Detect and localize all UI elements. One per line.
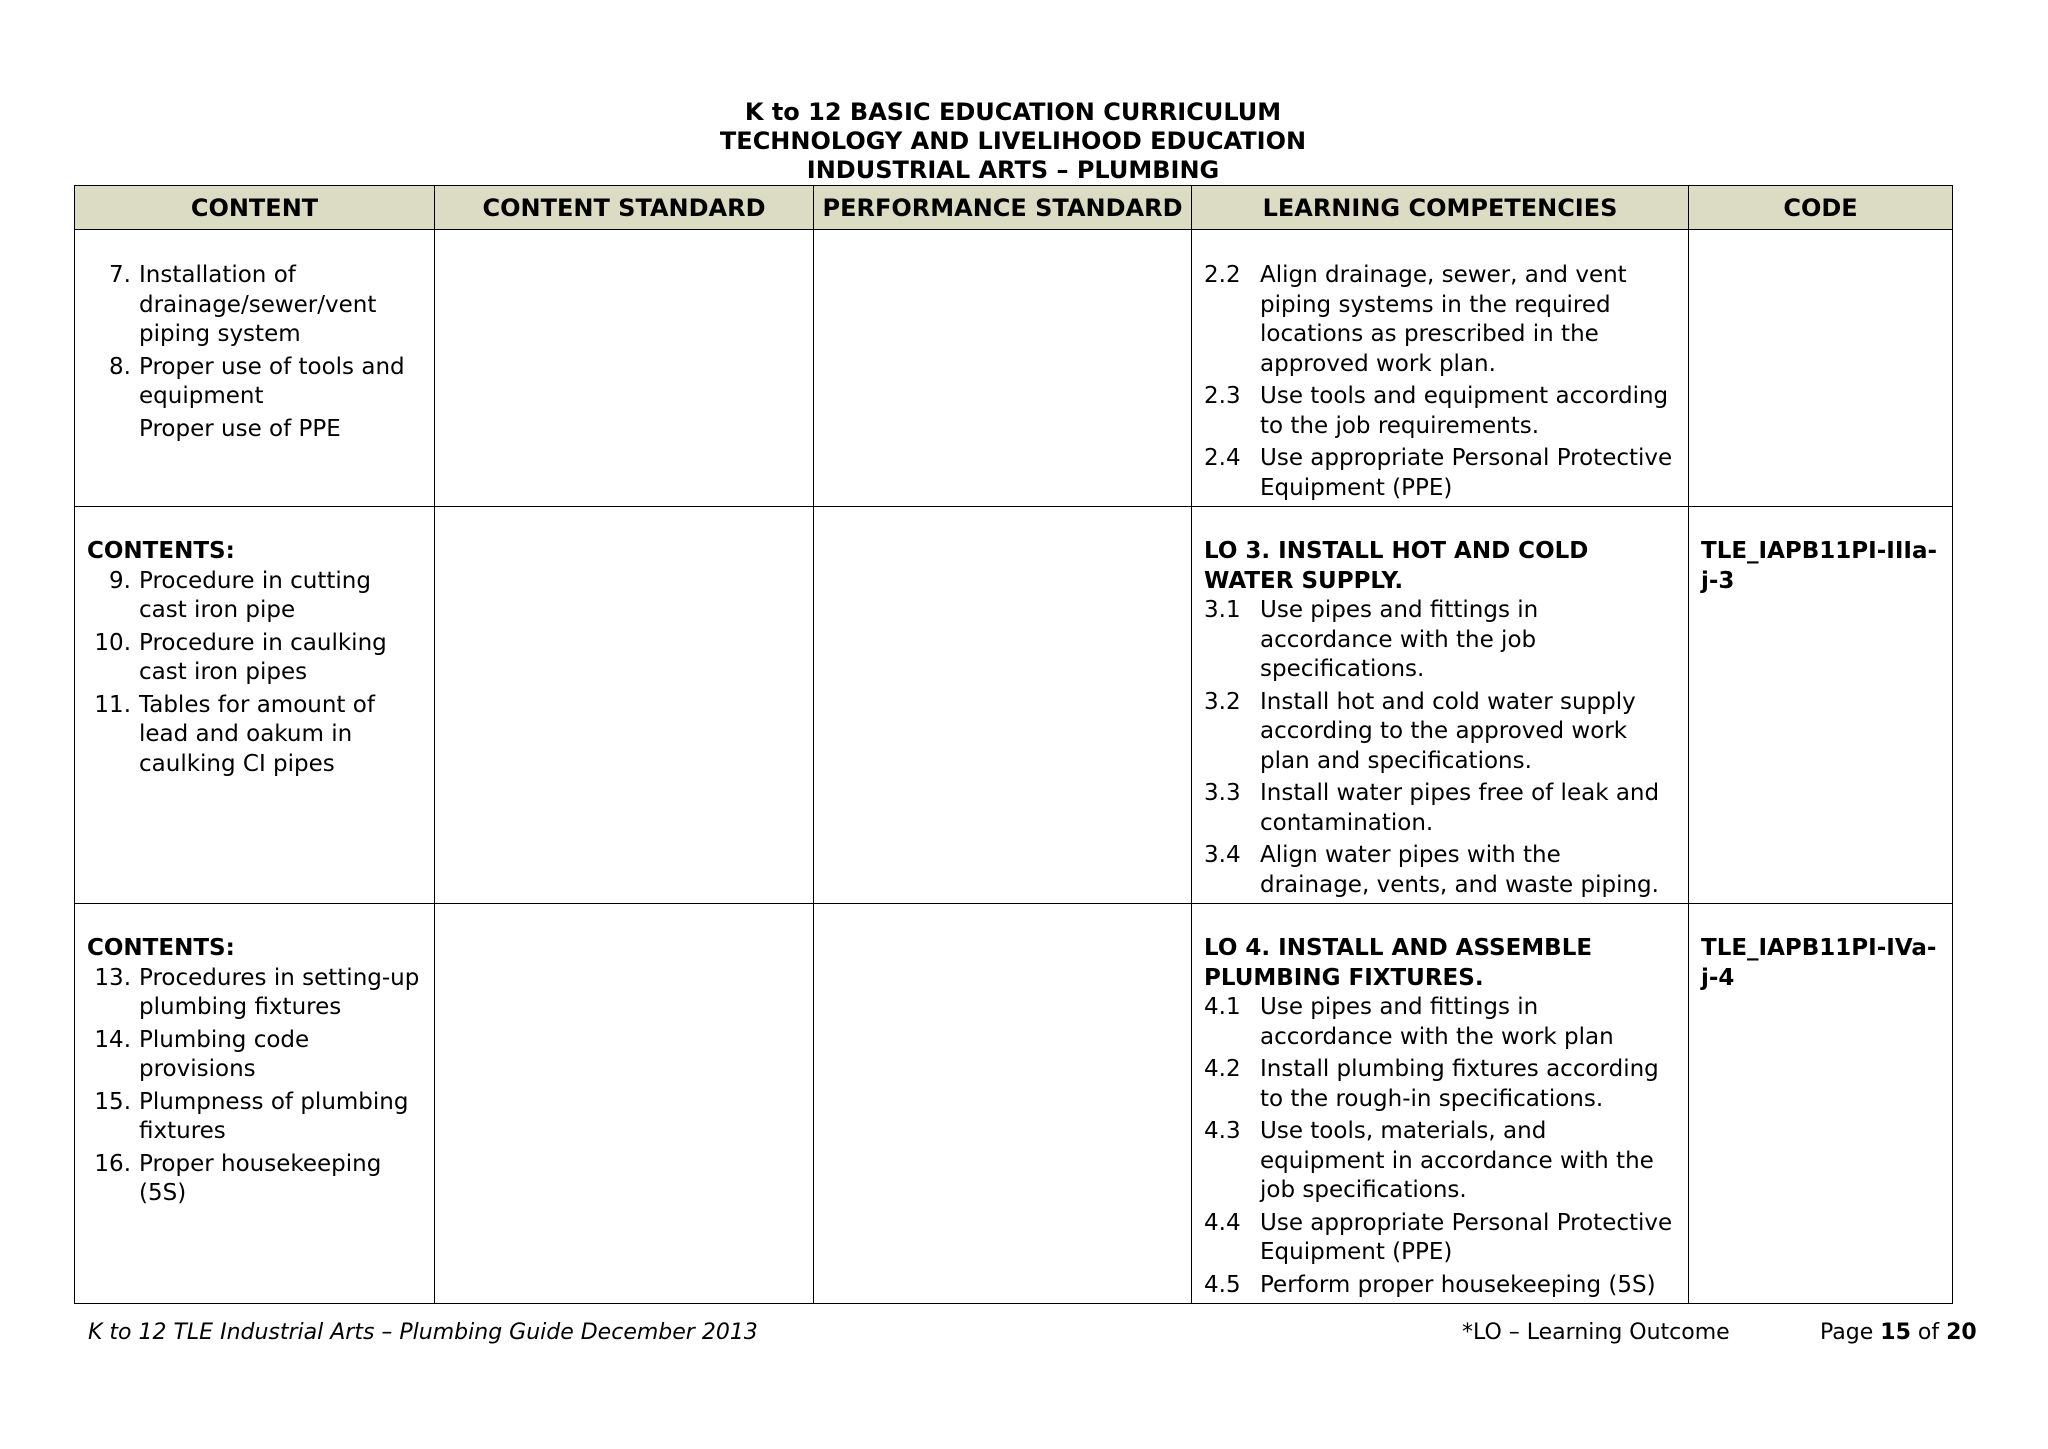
item-number: 9. <box>109 567 131 594</box>
competency-number: 4.2 <box>1204 1056 1241 1082</box>
item-number: 11. <box>94 691 131 718</box>
table-row <box>75 904 1953 1304</box>
competency-item <box>1204 596 1676 685</box>
competency-number: 2.2 <box>1204 262 1241 288</box>
competency-item <box>1204 779 1676 838</box>
subject-title: TECHNOLOGY AND LIVELIHOOD EDUCATION <box>719 127 1307 155</box>
column-header-code: CODE <box>1689 186 1953 230</box>
content-item <box>87 1026 422 1085</box>
item-text: Procedure in caulking cast iron pipes <box>139 629 387 685</box>
performance-standard-cell <box>814 904 1192 1304</box>
content-standard-cell <box>435 230 814 507</box>
competencies-cell <box>1192 904 1689 1304</box>
document-header <box>0 98 2026 185</box>
item-number: 14. <box>94 1026 131 1053</box>
competency-number: 2.4 <box>1204 445 1241 471</box>
competency-item <box>1204 382 1676 441</box>
competency-item <box>1204 261 1676 379</box>
competency-text: Install hot and cold water supply according to the approved work plan and specifications. <box>1260 688 1636 774</box>
content-item-extra: Proper use of PPE <box>139 415 341 442</box>
item-text: Tables for amount of lead and oakum in caulking CI pipes <box>139 691 375 777</box>
competency-text: Use tools, materials, and equipment in accordance with the job specifications. <box>1260 1118 1654 1203</box>
page-current: 15 <box>1880 1320 1911 1345</box>
item-text: Proper use of tools and equipment <box>139 353 405 409</box>
competency-item <box>1204 993 1676 1052</box>
content-item <box>87 1150 422 1209</box>
specialization-title: INDUSTRIAL ARTS – PLUMBING <box>806 156 1220 184</box>
competency-number: 3.1 <box>1204 597 1241 623</box>
content-item <box>87 353 422 412</box>
item-number: 10. <box>94 629 131 656</box>
contents-heading: CONTENTS: <box>87 538 235 564</box>
competency-text: Align water pipes with the drainage, vents, and waste piping. <box>1260 842 1659 898</box>
competencies-cell <box>1192 230 1689 507</box>
content-item <box>87 629 422 688</box>
item-text: Plumbing code provisions <box>139 1026 310 1082</box>
item-text: Procedure in cutting cast iron pipe <box>139 567 371 623</box>
competency-number: 3.2 <box>1204 688 1241 715</box>
competency-item <box>1204 1117 1676 1206</box>
competency-text: Install water pipes free of leak and contamination. <box>1260 780 1660 836</box>
content-standard-cell <box>435 904 814 1304</box>
item-number: 16. <box>94 1150 131 1177</box>
competency-text: Use appropriate Personal Protective Equipment (PPE) <box>1260 1209 1673 1265</box>
competency-item <box>1204 444 1676 503</box>
column-header-content-standard: CONTENT STANDARD <box>435 186 814 230</box>
content-item <box>87 691 422 780</box>
competency-text: Use appropriate Personal Protective Equipment (PPE) <box>1260 445 1673 501</box>
item-text: Procedures in setting-up plumbing fixtures <box>139 964 420 1020</box>
performance-standard-cell <box>814 230 1192 507</box>
curriculum-table <box>74 185 1953 1304</box>
competency-item <box>1204 841 1676 900</box>
contents-heading: CONTENTS: <box>87 935 235 961</box>
footer-page-number <box>1820 1320 1977 1345</box>
competency-number: 2.3 <box>1204 383 1241 409</box>
footer-lo-note: *LO – Learning Outcome <box>1462 1320 1730 1345</box>
competencies-cell <box>1192 507 1689 904</box>
content-item <box>87 964 422 1023</box>
content-item <box>87 1088 422 1147</box>
table-row <box>75 230 1953 507</box>
competency-number: 3.3 <box>1204 780 1241 806</box>
page-label: Page <box>1820 1320 1874 1345</box>
page-of-label: of <box>1917 1320 1940 1345</box>
content-cell <box>75 230 435 507</box>
item-text: Installation of drainage/sewer/vent piping system <box>139 262 377 347</box>
competency-text: Use pipes and fittings in accordance with the job specifications. <box>1260 597 1539 682</box>
code-cell <box>1689 904 1953 1304</box>
competency-text: Install plumbing fixtures according to the rough-in specifications. <box>1260 1056 1659 1112</box>
competency-text: Use tools and equipment according to the job requirements. <box>1260 383 1669 439</box>
competency-text: Use pipes and fittings in accordance with the work plan <box>1260 994 1614 1050</box>
competency-item <box>1204 1209 1676 1268</box>
curriculum-title: K to 12 BASIC EDUCATION CURRICULUM <box>744 98 1282 126</box>
competency-number: 4.5 <box>1204 1271 1241 1298</box>
item-number: 8. <box>109 353 131 380</box>
competency-number: 4.3 <box>1204 1118 1241 1144</box>
content-item <box>87 261 422 350</box>
item-text: Plumpness of plumbing fixtures <box>139 1088 409 1144</box>
competency-number: 3.4 <box>1204 842 1241 868</box>
table-header-row <box>75 186 1953 230</box>
column-header-learning-competencies: LEARNING COMPETENCIES <box>1192 186 1689 230</box>
content-cell <box>75 507 435 904</box>
competency-code: TLE_IAPB11PI-IIIa-j-3 <box>1701 538 1938 594</box>
content-standard-cell <box>435 507 814 904</box>
content-item <box>87 567 422 626</box>
column-header-content: CONTENT <box>75 186 435 230</box>
competency-code: TLE_IAPB11PI-IVa-j-4 <box>1701 935 1937 991</box>
learning-outcome-heading: LO 4. INSTALL AND ASSEMBLE PLUMBING FIXTURES. <box>1204 935 1593 991</box>
table-row <box>75 507 1953 904</box>
performance-standard-cell <box>814 507 1192 904</box>
item-number: 13. <box>94 964 131 991</box>
competency-item <box>1204 1271 1676 1301</box>
page-total: 20 <box>1946 1320 1977 1345</box>
item-number: 15. <box>94 1088 131 1115</box>
item-number: 7. <box>109 262 131 288</box>
content-cell <box>75 904 435 1304</box>
item-text: Proper housekeeping (5S) <box>139 1150 382 1206</box>
footer-guide-title: K to 12 TLE Industrial Arts – Plumbing Guide December 2013 <box>88 1320 758 1345</box>
competency-number: 4.4 <box>1204 1209 1241 1236</box>
code-cell <box>1689 230 1953 507</box>
competency-item <box>1204 688 1676 777</box>
competency-text: Perform proper housekeeping (5S) <box>1260 1271 1656 1298</box>
competency-text: Align drainage, sewer, and vent piping systems in the required locations as prescribed in the approved work plan. <box>1260 262 1627 377</box>
competency-number: 4.1 <box>1204 994 1241 1020</box>
column-header-performance-standard: PERFORMANCE STANDARD <box>814 186 1192 230</box>
learning-outcome-heading: LO 3. INSTALL HOT AND COLD WATER SUPPLY. <box>1204 538 1589 594</box>
code-cell <box>1689 507 1953 904</box>
competency-item <box>1204 1055 1676 1114</box>
